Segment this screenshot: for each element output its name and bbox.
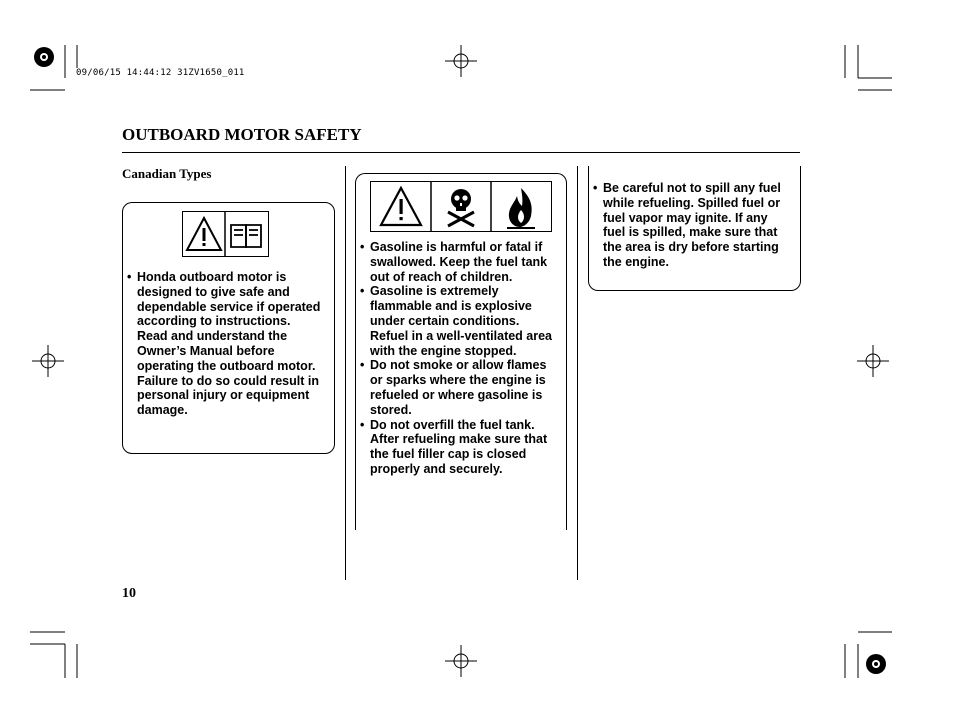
col3-text (593, 181, 793, 270)
hazard-icon-strip (370, 181, 552, 232)
list-item: • Do not smoke or allow flames or sparks where the engine is refueled or where gasoline is stored. (360, 358, 560, 417)
list-item: • Do not overfill the fuel tank. After refueling make sure that the fuel filler cap is closed properly and securely. (360, 418, 560, 477)
skull-crossbones-icon (448, 189, 474, 226)
print-stamp: 09/06/15 14:44:12 31ZV1650_011 (76, 68, 245, 78)
column-divider (577, 166, 578, 580)
registration-starburst-icon (34, 47, 54, 67)
list-item: • Honda outboard motor is designed to give safe and dependable service if operated according to instructions. Read and understand the Owner’s Manual before operating the outboard motor. Failure to do so could result in personal injury or equipment damage. (127, 270, 327, 418)
list-item: • Gasoline is extremely flammable and is explosive under certain conditions. Refuel in a well-ventilated area with the engine stopped. (360, 284, 560, 358)
section-subtitle: Canadian Types (122, 166, 212, 181)
registration-starburst-icon (866, 654, 886, 674)
list-item: • Gasoline is harmful or fatal if swallowed. Keep the fuel tank out of reach of children. (360, 240, 560, 284)
warning-icon-strip (182, 211, 269, 257)
warning-triangle-icon (381, 188, 421, 225)
title-rule (122, 152, 800, 153)
list-item: • Be careful not to spill any fuel while refueling. Spilled fuel or fuel vapor may ignite. If any fuel is spilled, make sure that the area is dry before starting the engine. (593, 181, 793, 270)
flame-icon (507, 188, 535, 228)
page-number: 10 (122, 586, 136, 601)
warning-triangle-icon (187, 218, 221, 250)
column-divider (345, 166, 346, 580)
manual-book-icon (231, 225, 261, 247)
col1-text (127, 270, 327, 418)
col2-text (360, 240, 560, 477)
page-title: OUTBOARD MOTOR SAFETY (122, 125, 362, 144)
